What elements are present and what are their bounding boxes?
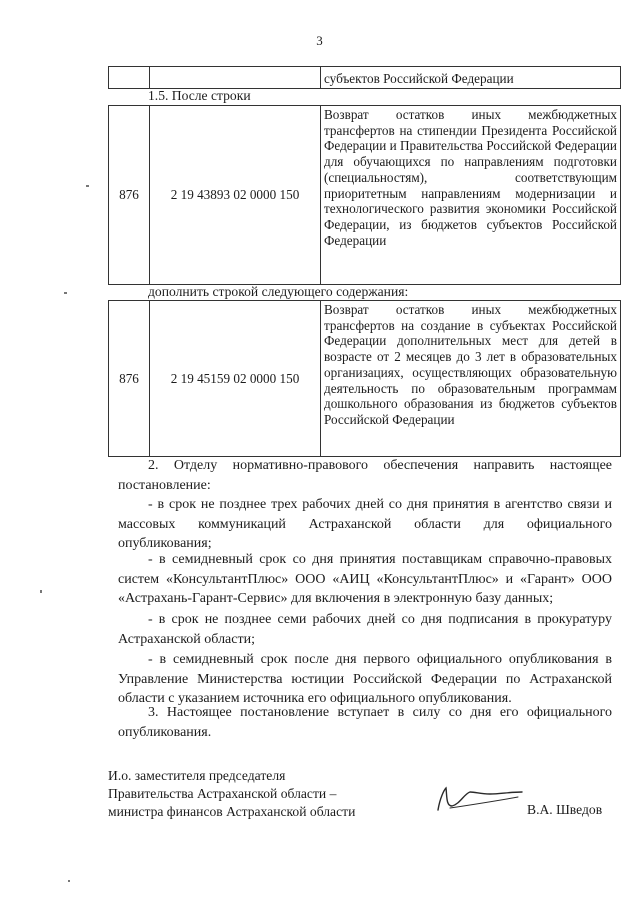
signature-title-line-2: Правительства Астраханской области –: [108, 786, 337, 801]
table-cell-code: 876: [109, 106, 150, 285]
handwritten-signature: [430, 780, 530, 820]
signature-title-line-1: И.о. заместителя председателя: [108, 768, 286, 783]
paragraph-prosecutor: - в срок не позднее семи рабочих дней со дня подписания в прокуратуру Астраханской области;: [118, 612, 612, 647]
table-cell-empty: [150, 67, 321, 89]
supplement-label: дополнить строкой следующего содержания:: [148, 284, 409, 299]
table-cell-name: Возврат остатков иных межбюджетных трансфертов на стипендии Президента Российской Федерации и Правительства Российской Федерации для обучающихся по направлениям подготовки (специальностям), соответствующим приоритетным направлениям модернизации и технологического развития экономики Российской Федерации, из бюджетов субъектов Российской Федерации: [321, 106, 621, 285]
table-row-2: [108, 300, 621, 457]
table-cell-code: 876: [109, 301, 150, 457]
scan-speck: [86, 185, 89, 187]
table-top-row: [108, 66, 621, 89]
page-number: 3: [316, 33, 323, 48]
table-cell-empty: [109, 67, 150, 89]
paragraph-legal-systems: - в семидневный срок со дня принятия поставщикам справочно-правовых систем «КонсультантПлюс» ООО «АИЦ «КонсультантПлюс» и «Гарант» ООО «Астрахань-Гарант-Сервис» для включения в электронную базу данных;: [118, 552, 612, 607]
table-cell-name: Возврат остатков иных межбюджетных трансфертов на создание в субъектах Российской Федерации дополнительных мест для детей в возрасте от 2 месяцев до 3 лет в образовательных организациях, осуществляющих образовательную деятельность по образовательным программам дошкольного образования из бюджетов субъектов Российской Федерации: [321, 301, 621, 457]
table-cell-kbk: 2 19 45159 02 0000 150: [150, 301, 321, 457]
scan-speck: [64, 292, 67, 294]
signatory-name: В.А. Шведов: [527, 802, 603, 817]
table-cell-name: субъектов Российской Федерации: [321, 67, 621, 89]
section-heading: 1.5. После строки: [148, 88, 251, 103]
table-cell-kbk: 2 19 43893 02 0000 150: [150, 106, 321, 285]
table-row-1: [108, 105, 621, 285]
paragraph-item-3: 3. Настоящее постановление вступает в силу со дня его официального опубликования.: [118, 705, 612, 740]
scan-speck: [68, 880, 70, 882]
paragraph-publication: - в срок не позднее трех рабочих дней со дня принятия в агентство связи и массовых коммуникаций Астраханской области для официального опубликования;: [118, 497, 612, 552]
paragraph-ministry-justice: - в семидневный срок после дня первого официального опубликования в Управление Министерства юстиции Российской Федерации по Астраханской области с указанием источника его официального опубликования.: [118, 652, 612, 707]
scan-speck: [40, 590, 42, 593]
paragraph-item-2: 2. Отделу нормативно-правового обеспечения направить настоящее постановление:: [118, 458, 612, 493]
signature-title-line-3: министра финансов Астраханской области: [108, 804, 356, 819]
